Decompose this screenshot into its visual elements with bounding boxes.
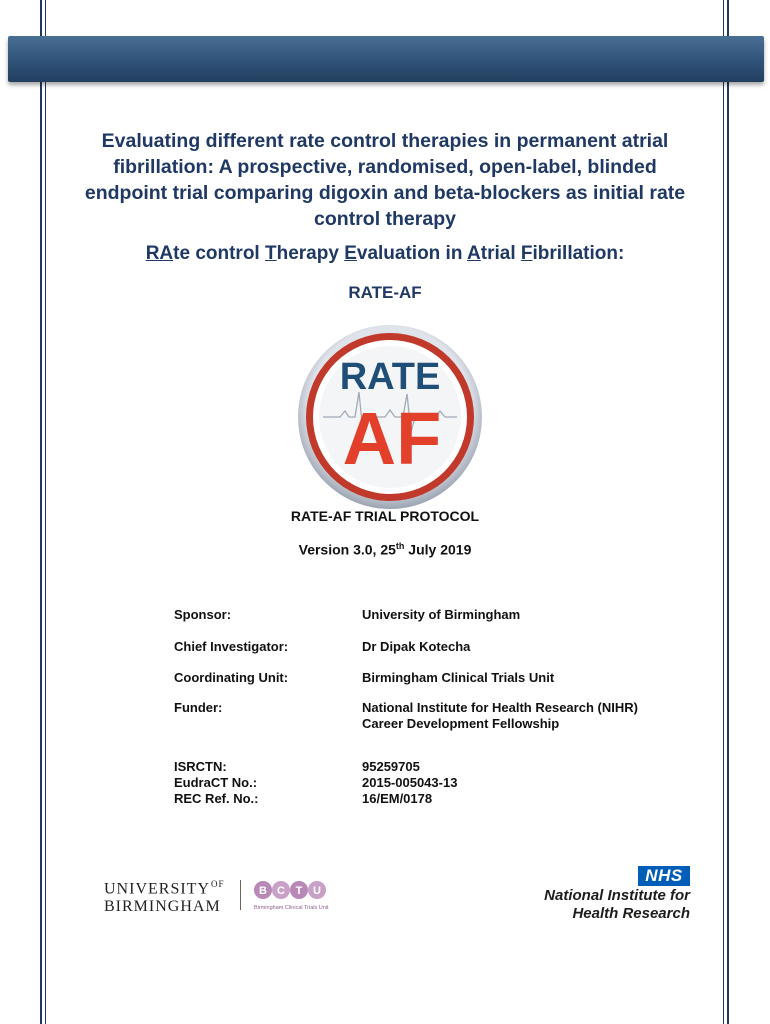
logo-divider [240, 880, 241, 910]
subtitle-part: Therapy [264, 243, 345, 264]
identifier-value: 16/EM/0178 [362, 791, 433, 806]
detail-value: Birmingham Clinical Trials Unit [362, 670, 555, 685]
identifier-label: EudraCT No.: [174, 775, 258, 790]
subtitle-part: Evaluation in [344, 243, 468, 264]
header-banner [8, 36, 764, 82]
identifier-value: 95259705 [362, 759, 420, 774]
svg-text:Birmingham Clinical Trials Uni: Birmingham Clinical Trials Unit [254, 905, 329, 911]
subtitle-part: Atrial [467, 243, 521, 264]
university-of-birmingham-logo: $UNIVERSITY^{OF}$ BIRMINGHAM [104, 879, 225, 916]
svg-text:B: B [259, 885, 267, 897]
subtitle-part: RAte control [145, 243, 265, 264]
identifier-value: 2015-005043-13 [362, 775, 458, 790]
detail-value: National Institute for Health Research (NIHR) [362, 700, 638, 715]
version-line: Version 3.0, 25th July 2019 [298, 541, 472, 558]
detail-value: University of Birmingham [362, 607, 521, 622]
bctu-logo [253, 878, 333, 914]
svg-text:T: T [295, 885, 303, 897]
detail-label: Coordinating Unit: [174, 670, 289, 685]
subtitle-part: Fibrillation: [520, 243, 625, 264]
rate-af-logo [295, 322, 485, 512]
logo-af-text: AF [342, 397, 442, 480]
detail-label: Chief Investigator: [174, 639, 289, 654]
document-subtitle [80, 243, 690, 265]
logo-rate-text: RATE [339, 356, 441, 398]
svg-text:U: U [313, 885, 321, 897]
protocol-label: RATE-AF TRIAL PROTOCOL [290, 508, 480, 524]
trial-acronym: RATE-AF [348, 283, 422, 302]
nhs-badge: NHS [638, 866, 690, 886]
page-border-left [40, 0, 46, 1024]
identifier-label: REC Ref. No.: [174, 791, 259, 806]
identifier-label: ISRCTN: [174, 759, 227, 774]
document-title: Evaluating different rate control therapies in permanent atrial fibrillation: A prospective, randomised, open-label, blinded endpoint trial comparing digoxin and beta-blockers as initial rate control therapy [84, 130, 686, 230]
detail-value: Career Development Fellowship [362, 716, 560, 731]
detail-label: Funder: [174, 700, 223, 715]
page-border-right [723, 0, 729, 1024]
detail-value: Dr Dipak Kotecha [362, 639, 471, 654]
detail-label: Sponsor: [174, 607, 232, 622]
svg-text:C: C [277, 885, 285, 897]
